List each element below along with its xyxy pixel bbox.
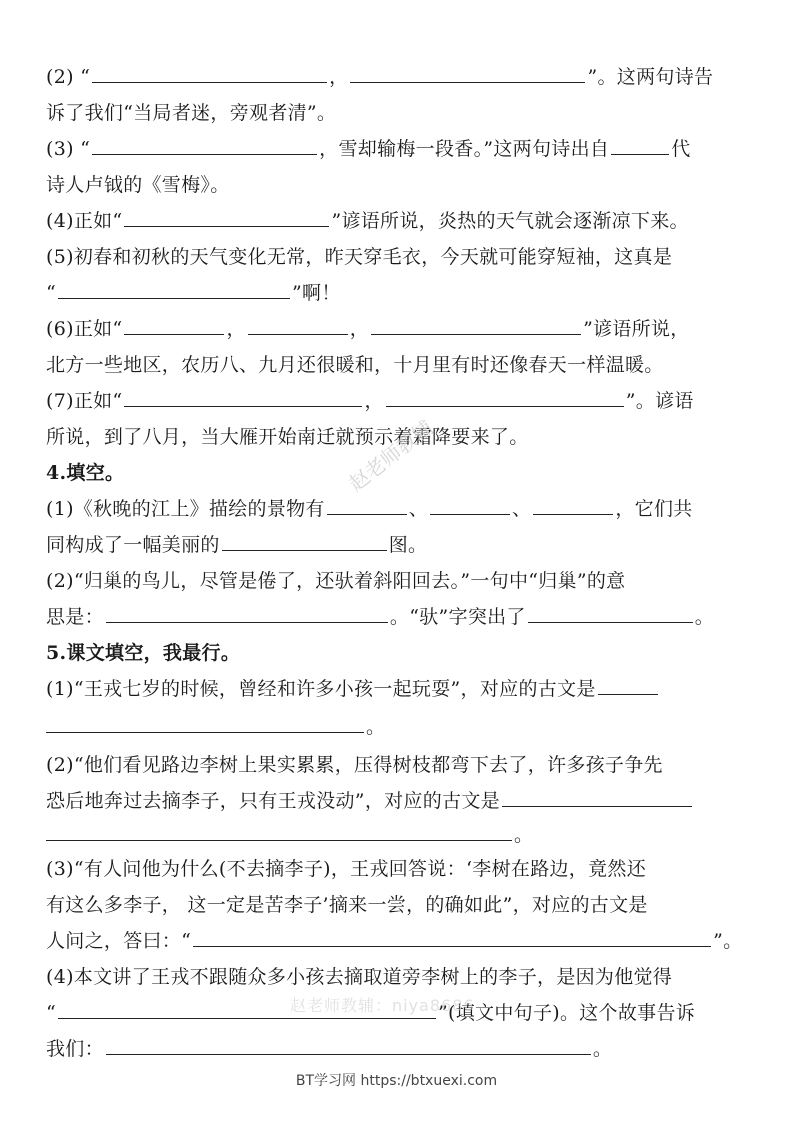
q3-2-line2: 诉了我们“当局者迷，旁观者清”。 [46, 102, 337, 124]
text: ”。这两句诗告 [587, 66, 714, 88]
q5-2-line2 [46, 788, 747, 814]
text: 。“驮”字突出了 [389, 606, 526, 628]
text: 思是： [46, 606, 104, 628]
text: 、 [408, 498, 429, 520]
text: “ [46, 1002, 57, 1024]
text: 人问之，答曰：“ [46, 930, 192, 952]
answer-blank[interactable] [528, 604, 693, 623]
answer-blank[interactable] [106, 1036, 591, 1055]
answer-blank[interactable] [92, 64, 327, 83]
q5-4-line2 [46, 1000, 747, 1026]
answer-blank[interactable] [350, 64, 585, 83]
text: ”(填文中句子)。这个故事告诉 [438, 1002, 696, 1024]
q5-1-line2 [46, 714, 747, 740]
q5-3-line3 [46, 928, 747, 954]
q3-5-line2 [46, 280, 747, 306]
watermark-inline: 赵老师教辅：niya8686 [290, 996, 475, 1015]
q3-7-line2: 所说，到了八月，当大雁开始南迁就预示着霜降要来了。 [46, 426, 529, 448]
answer-blank[interactable] [371, 316, 581, 335]
watermark-diagonal: 赵老师教辅 [344, 415, 438, 496]
answer-blank[interactable] [46, 714, 364, 733]
q4-2-line2 [46, 604, 747, 630]
text: 恐后地奔过去摘李子，只有王戎没动”，对应的古文是 [46, 790, 500, 812]
q4-1-line2 [46, 532, 747, 558]
text: (2) “ [46, 66, 91, 88]
answer-blank[interactable] [124, 316, 224, 335]
q3-3-line2: 诗人卢钺的《雪梅》。 [46, 174, 230, 196]
answer-blank[interactable] [502, 788, 692, 807]
q3-5-line1: (5)初春和初秋的天气变化无常，昨天穿毛衣，今天就可能穿短袖，这真是 [46, 246, 673, 268]
answer-blank[interactable] [124, 208, 329, 227]
q5-3-line2: 有这么多李子， 这一定是苦李子’摘来一尝，的确如此”，对应的古文是 [46, 894, 648, 916]
text: ， [364, 390, 384, 412]
text: ， [349, 318, 370, 340]
text: 、 [512, 498, 532, 520]
q5-2-line3 [46, 822, 747, 848]
answer-blank[interactable] [58, 1000, 436, 1019]
answer-blank[interactable] [106, 604, 388, 623]
text: (1)“王戎七岁的时候，曾经和许多小孩一起玩耍”，对应的古文是 [46, 678, 596, 700]
text: ，它们共 [615, 498, 693, 520]
text: 图。 [388, 534, 428, 556]
q5-3-line1: (3)“有人问他为什么(不去摘李子)，王戎回答说：‘李树在路边，竟然还 [46, 858, 646, 880]
text: 。 [592, 1038, 613, 1060]
q5-4-line1: (4)本文讲了王戎不跟随众多小孩去摘取道旁李树上的李子，是因为他觉得 [46, 966, 673, 988]
answer-blank[interactable] [386, 388, 624, 407]
text: ， [329, 66, 349, 88]
q5-1-line1 [46, 676, 747, 702]
text: ”。 [713, 930, 743, 952]
section-5-heading: 5.课文填空，我最行。 [46, 642, 241, 664]
answer-blank[interactable] [248, 316, 348, 335]
text: (6)正如“ [46, 318, 123, 340]
section-4-heading: 4.填空。 [46, 462, 125, 484]
q5-4-line3 [46, 1036, 747, 1062]
text: 。 [694, 606, 715, 628]
q3-6-line1 [46, 316, 747, 342]
text: “ [46, 282, 57, 304]
text: ”谚语所说， [583, 318, 690, 340]
q3-6-line2: 北方一些地区，农历八、九月还很暖和，十月里有时还像春天一样温暖。 [46, 354, 664, 376]
text: 同构成了一幅美丽的 [46, 534, 220, 556]
q5-2-line1: (2)“他们看见路边李树上果实累累，压得树枝都弯下去了，许多孩子争先 [46, 754, 663, 776]
text: (4)正如“ [46, 210, 123, 232]
answer-blank[interactable] [58, 280, 290, 299]
q3-4-line1 [46, 208, 747, 234]
text: ”啊！ [292, 282, 341, 304]
q4-1-line1 [46, 496, 747, 522]
answer-blank[interactable] [124, 388, 362, 407]
answer-blank[interactable] [598, 676, 658, 695]
answer-blank[interactable] [430, 496, 510, 515]
answer-blank[interactable] [92, 136, 317, 155]
q3-7-line1 [46, 388, 747, 414]
text: ，雪却输梅一段香。”这两句诗出自 [319, 138, 610, 160]
answer-blank[interactable] [193, 928, 711, 947]
text: 我们： [46, 1038, 104, 1060]
text: (3) “ [46, 138, 91, 160]
text: ”。谚语 [625, 390, 694, 412]
text: (7)正如“ [46, 390, 123, 412]
answer-blank[interactable] [46, 822, 512, 841]
answer-blank[interactable] [611, 136, 669, 155]
text: ， [226, 318, 246, 340]
footer-source: BT学习网 https://btxuexi.com [295, 1073, 498, 1089]
text: 代 [671, 138, 691, 160]
answer-blank[interactable] [222, 532, 387, 551]
q4-2-line1: (2)“归巢的鸟儿，尽管是倦了，还驮着斜阳回去。”一句中“归巢”的意 [46, 570, 626, 592]
answer-blank[interactable] [533, 496, 613, 515]
q3-3-line1 [46, 136, 747, 162]
text: (1)《秋晚的江上》描绘的景物有 [46, 498, 325, 520]
answer-blank[interactable] [327, 496, 407, 515]
text: 。 [514, 824, 534, 846]
text: ”谚语所说，炎热的天气就会逐渐凉下来。 [331, 210, 689, 232]
q3-2-line1 [46, 64, 747, 90]
text: 。 [366, 716, 386, 738]
